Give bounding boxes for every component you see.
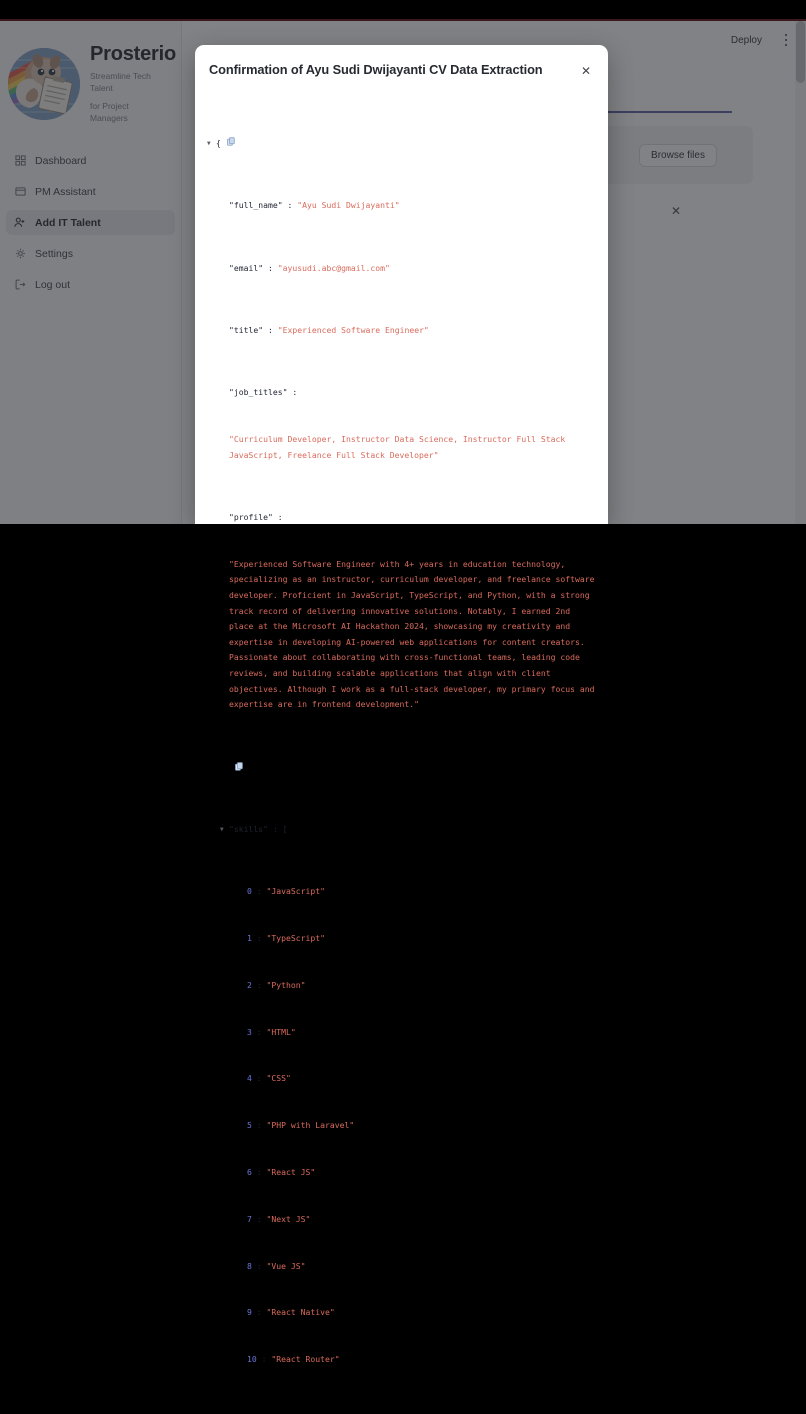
json-profile-key: "profile" :	[229, 512, 283, 523]
json-array-index: 6	[247, 1166, 252, 1177]
json-array-index: 7	[247, 1213, 252, 1224]
json-value: "Vue JS"	[266, 1260, 306, 1271]
json-value: "React Native"	[266, 1307, 335, 1318]
json-array-index: 1	[247, 933, 252, 944]
json-skills-row[interactable]	[207, 822, 598, 838]
json-array-index: 10	[247, 1354, 257, 1365]
json-array-index: 3	[247, 1026, 252, 1037]
json-value: "CSS"	[266, 1073, 291, 1084]
json-skills-label: "skills" : [	[229, 823, 288, 834]
json-colon: :	[287, 200, 293, 211]
json-array-index: 5	[247, 1120, 252, 1131]
json-profile-value: "Experienced Software Engineer with 4+ years in education technology, specializing as an instructor, curriculum developer, and freelance software developer. Proficient in JavaScript, TypeScript, and Python, with a strong track record of delivering innovative solutions. Notably, I earned 2nd place at the Microsoft AI Hackathon 2024, showcasing my creativity and expertise in developing AI-powered web applications for content creators. Passionate about collaborating with cross-functional teams, leading code reviews, and building scalable applications that align with client objectives. Although I work as a full-stack developer, my primary focus and expertise are in frontend development."	[229, 558, 600, 710]
json-array-item: 2 : "Python"	[247, 979, 306, 990]
json-root-row[interactable]	[207, 136, 598, 152]
json-array-index: 4	[247, 1073, 252, 1084]
json-array-item: 10 : "React Router"	[247, 1354, 340, 1365]
json-array-item: 3 : "HTML"	[247, 1026, 296, 1037]
cv-extraction-confirmation-modal	[195, 45, 608, 1365]
json-value: "HTML"	[266, 1026, 296, 1037]
json-array-index: 8	[247, 1260, 252, 1271]
json-array-item: 4 : "CSS"	[247, 1073, 291, 1084]
json-value: "React Router"	[271, 1354, 340, 1365]
triangle-down-icon[interactable]: ▼	[207, 139, 211, 147]
modal-header	[195, 45, 608, 79]
json-value: "React JS"	[266, 1166, 316, 1177]
json-field-row	[207, 323, 598, 339]
json-array-item: 1 : "TypeScript"	[247, 933, 325, 944]
json-value: "Experienced Software Engineer"	[277, 324, 429, 335]
json-field-row	[207, 261, 598, 277]
json-array-item: 0 : "JavaScript"	[247, 886, 325, 897]
copy-icon[interactable]	[227, 137, 235, 146]
json-array-index: 0	[247, 886, 252, 897]
json-key: "full_name"	[229, 200, 283, 211]
json-value: "ayusudi.abc@gmail.com"	[277, 262, 390, 273]
json-array-index: 9	[247, 1307, 252, 1318]
json-job-titles-key: "job_titles" :	[229, 387, 298, 398]
json-field-row	[207, 198, 598, 214]
json-array-index: 2	[247, 979, 252, 990]
json-value: "JavaScript"	[266, 886, 325, 897]
json-job-titles-value: "Curriculum Developer, Instructor Data Science, Instructor Full Stack JavaScript, Freelance Full Stack Developer"	[229, 434, 571, 460]
json-value: "Next JS"	[266, 1213, 311, 1224]
json-value: "PHP with Laravel"	[266, 1120, 355, 1131]
json-key: "email"	[229, 262, 264, 273]
json-root-brace: {	[216, 137, 221, 148]
browser-chrome-bar	[0, 0, 806, 19]
json-colon: :	[268, 262, 273, 273]
json-viewer	[195, 89, 608, 1365]
json-array-item: 5 : "PHP with Laravel"	[247, 1120, 355, 1131]
json-profile-copy-row[interactable]	[207, 760, 598, 776]
modal-title: Confirmation of Ayu Sudi Dwijayanti CV Data Extraction	[209, 62, 543, 77]
json-value: "Ayu Sudi Dwijayanti"	[297, 200, 400, 211]
close-icon[interactable]: ✕	[580, 64, 591, 78]
json-colon: :	[268, 324, 273, 335]
json-array-item: 8 : "Vue JS"	[247, 1260, 306, 1271]
json-array-item: 9 : "React Native"	[247, 1307, 335, 1318]
json-key: "title"	[229, 324, 264, 335]
json-value: "Python"	[266, 979, 306, 990]
json-value: "TypeScript"	[266, 933, 325, 944]
copy-icon[interactable]	[235, 762, 243, 771]
json-array-item: 7 : "Next JS"	[247, 1213, 311, 1224]
triangle-down-icon[interactable]: ▼	[220, 825, 224, 833]
json-array-item: 6 : "React JS"	[247, 1166, 316, 1177]
